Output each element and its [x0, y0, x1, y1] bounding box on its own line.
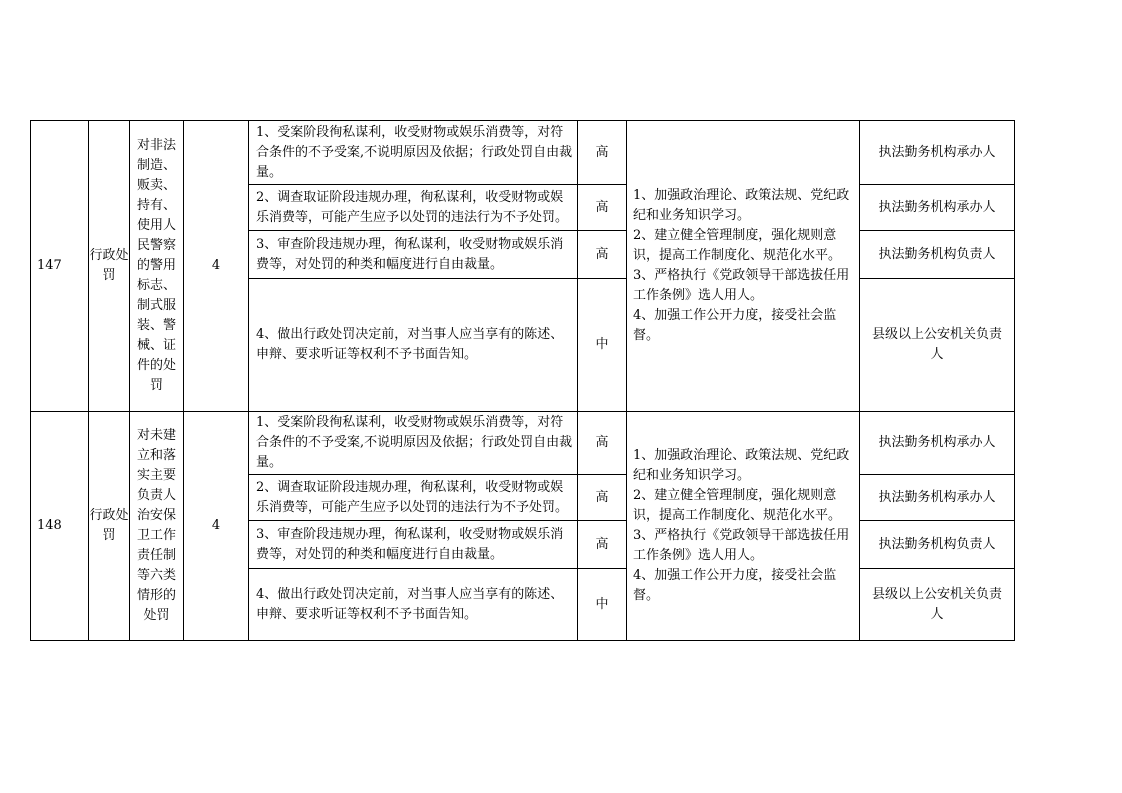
risk-level: 高 [578, 121, 627, 185]
measure-item: 4、加强工作公开力度，接受社会监督。 [633, 308, 837, 343]
prevention-measures [627, 412, 860, 641]
risk-level: 高 [578, 185, 627, 231]
measure-item: 1、加强政治理论、政策法规、党纪政纪和业务知识学习。 [633, 188, 850, 223]
risk-point: 3、审查阶段违规办理，徇私谋利，收受财物或娱乐消费等，对处罚的种类和幅度进行自由裁量。 [249, 521, 578, 569]
responsible-person: 执法勤务机构承办人 [860, 475, 1015, 521]
responsible-person: 执法勤务机构负责人 [860, 521, 1015, 569]
risk-level: 高 [578, 412, 627, 475]
record-number: 147 [31, 121, 89, 412]
responsible-person: 执法勤务机构负责人 [860, 231, 1015, 279]
table-row [31, 121, 1015, 185]
record-score: 4 [184, 121, 249, 412]
responsible-person: 县级以上公安机关负责人 [860, 569, 1015, 641]
measure-item: 3、严格执行《党政领导干部选拔任用工作条例》选人用人。 [633, 268, 850, 303]
measure-item: 1、加强政治理论、政策法规、党纪政纪和业务知识学习。 [633, 448, 850, 483]
measure-item: 3、严格执行《党政领导干部选拔任用工作条例》选人用人。 [633, 528, 850, 563]
record-item: 对未建立和落实主要负责人治安保卫工作责任制等六类情形的处罚 [130, 412, 184, 641]
risk-point: 4、做出行政处罚决定前，对当事人应当享有的陈述、申辩、要求听证等权利不予书面告知。 [249, 279, 578, 412]
risk-point: 2、调查取证阶段违规办理，徇私谋利，收受财物或娱乐消费等，可能产生应予以处罚的违法行为不予处罚。 [249, 475, 578, 521]
record-category: 行政处罚 [89, 412, 130, 641]
risk-point: 4、做出行政处罚决定前，对当事人应当享有的陈述、申辩、要求听证等权利不予书面告知。 [249, 569, 578, 641]
responsible-person: 执法勤务机构承办人 [860, 121, 1015, 185]
record-score: 4 [184, 412, 249, 641]
measure-item: 4、加强工作公开力度，接受社会监督。 [633, 568, 837, 603]
risk-point: 3、审查阶段违规办理，徇私谋利，收受财物或娱乐消费等，对处罚的种类和幅度进行自由裁量。 [249, 231, 578, 279]
risk-level: 中 [578, 279, 627, 412]
measure-item: 2、建立健全管理制度，强化规则意识，提高工作制度化、规范化水平。 [633, 228, 842, 263]
risk-level: 高 [578, 231, 627, 279]
prevention-measures [627, 121, 860, 412]
responsible-person: 县级以上公安机关负责人 [860, 279, 1015, 412]
table-row [31, 412, 1015, 475]
risk-point: 2、调查取证阶段违规办理，徇私谋利，收受财物或娱乐消费等，可能产生应予以处罚的违法行为不予处罚。 [249, 185, 578, 231]
responsible-person: 执法勤务机构承办人 [860, 185, 1015, 231]
measure-item: 2、建立健全管理制度，强化规则意识，提高工作制度化、规范化水平。 [633, 488, 842, 523]
risk-level: 高 [578, 521, 627, 569]
record-number: 148 [31, 412, 89, 641]
risk-point: 1、受案阶段徇私谋利，收受财物或娱乐消费等，对符合条件的不予受案,不说明原因及依据；行政处罚自由裁量。 [249, 121, 578, 185]
risk-level: 中 [578, 569, 627, 641]
risk-point: 1、受案阶段徇私谋利，收受财物或娱乐消费等，对符合条件的不予受案,不说明原因及依据；行政处罚自由裁量。 [249, 412, 578, 475]
record-item: 对非法制造、贩卖、持有、使用人民警察的警用标志、制式服装、警械、证件的处罚 [130, 121, 184, 412]
risk-level: 高 [578, 475, 627, 521]
record-category: 行政处罚 [89, 121, 130, 412]
risk-table [30, 120, 1015, 641]
responsible-person: 执法勤务机构承办人 [860, 412, 1015, 475]
